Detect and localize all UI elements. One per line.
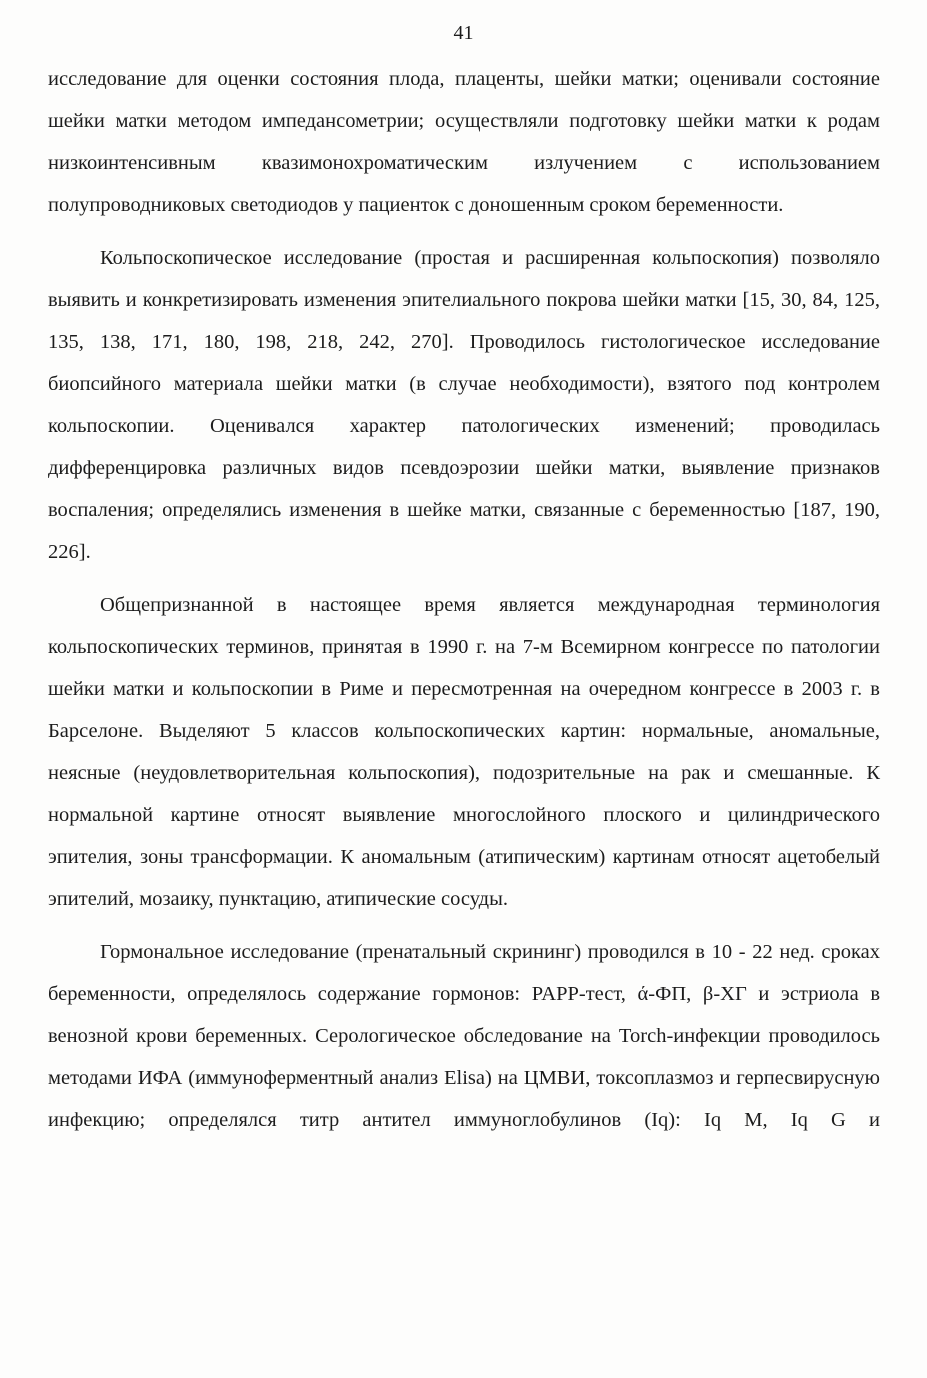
paragraph-colposcopy: Кольпоскопическое исследование (простая и расширенная кольпоскопия) позволяло выявить и конкретизировать изменения эпителиального покрова шейки матки [15, 30, 84, 125, 135, 138, 171, 180, 198, 218, 242, 270]. Проводилось гистологическое исследование биопсийного материала шейки матки (в случае необходимости), взятого под контролем кольпоскопии. Оценивался характер патологических изменений; проводилась дифференцировка различных видов псевдоэрозии шейки матки, выявление признаков воспаления; определялись изменения в шейке матки, связанные с беременностью [187, 190, 226].: [48, 247, 880, 563]
paragraph-terminology: Общепризнанной в настоящее время является международная терминология кольпоскопических терминов, принятая в 1990 г. на 7-м Всемирном конгрессе по патологии шейки матки и кольпоскопии в Риме и пересмотренная на очередном конгрессе в 2003 г. в Барселоне. Выделяют 5 классов кольпоскопических картин: нормальные, аномальные, неясные (неудовлетворительная кольпоскопия), подозрительные на рак и смешанные. К нормальной картине относят выявление многослойного плоского и цилиндрического эпителия, зоны трансформации. К аномальным (атипическим) картинам относят ацетобелый эпителий, мозаику, пунктацию, атипические сосуды.: [48, 594, 880, 910]
paragraph-hormonal: Гормональное исследование (пренатальный скрининг) проводился в 10 - 22 нед. сроках беременности, определялось содержание гормонов: PAPP-тест, ά-ФП, β-ХГ и эстриола в венозной крови беременных. Серологическое обследование на Torch-инфекции проводилось методами ИФА (иммуноферментный анализ Elisa) на ЦМВИ, токсоплазмоз и герпесвирусную инфекцию; определялся титр антител иммуноглобулинов (Iq): Iq M, Iq G и: [48, 941, 880, 1131]
body-text: [48, 58, 880, 1141]
paragraph-continuation: исследование для оценки состояния плода, плаценты, шейки матки; оценивали состояние шейки матки методом импедансометрии; осуществляли подготовку шейки матки к родам низкоинтенсивным квазимонохроматическим излучением с использованием полупроводниковых светодиодов у пациенток с доношенным сроком беременности.: [48, 68, 880, 216]
page-number: 41: [453, 22, 474, 44]
